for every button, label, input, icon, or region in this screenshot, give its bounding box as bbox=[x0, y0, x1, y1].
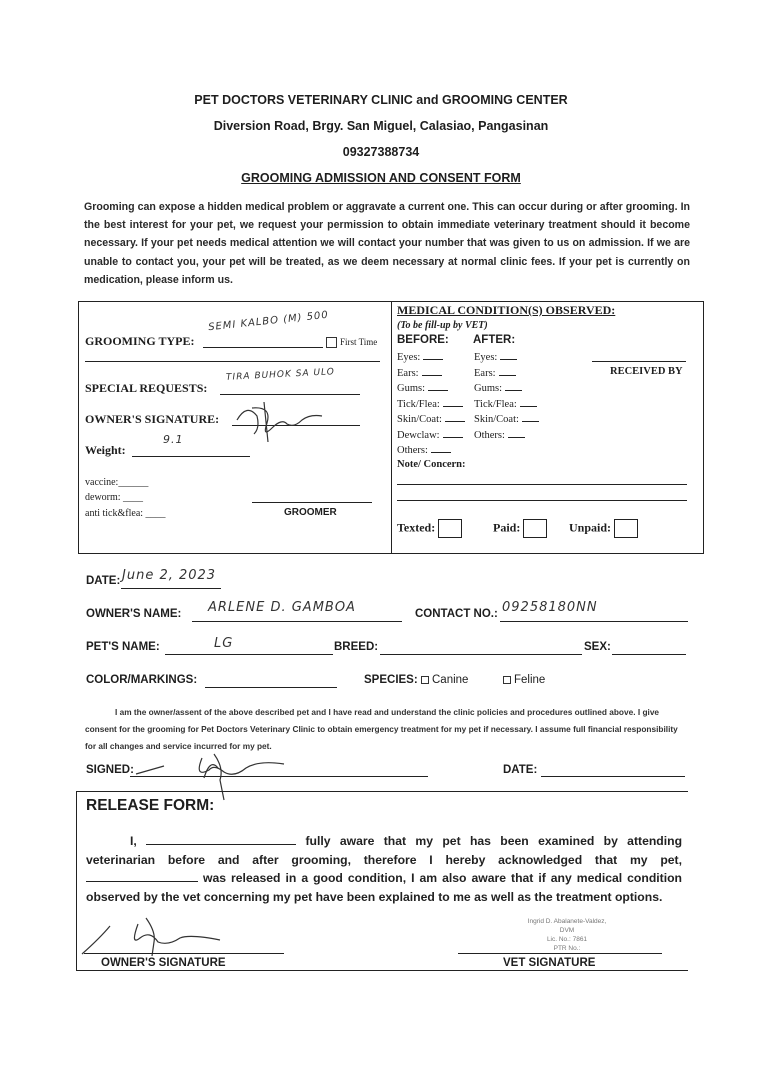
special-requests-value[interactable]: TIRA BUHOK SA ULO bbox=[225, 367, 336, 383]
owner-name-label: OWNER'S NAME: bbox=[86, 608, 182, 620]
species-label: SPECIES: bbox=[364, 674, 418, 686]
after-item[interactable]: Eyes: bbox=[474, 350, 517, 363]
contact-label: CONTACT NO.: bbox=[415, 608, 498, 620]
vaccine-label: vaccine:______ bbox=[85, 477, 149, 488]
clinic-address: Diversion Road, Brgy. San Miguel, Calasiao, Pangasinan bbox=[213, 119, 549, 133]
signed-signature-mark bbox=[134, 748, 294, 802]
color-label: COLOR/MARKINGS: bbox=[86, 674, 198, 686]
signed-label: SIGNED: bbox=[86, 764, 134, 776]
after-item[interactable]: Skin/Coat: bbox=[474, 412, 539, 425]
special-requests-label: SPECIAL REQUESTS: bbox=[85, 381, 208, 395]
owner-name-value[interactable]: ARLENE D. GAMBOA bbox=[208, 600, 356, 615]
anti-tick-label: anti tick&flea: ____ bbox=[85, 508, 166, 519]
breed-label: BREED: bbox=[334, 641, 379, 653]
feline-checkbox[interactable]: Feline bbox=[503, 674, 545, 686]
release-paragraph: I, fully aware that my pet has been examined by attending veterinarian before and after grooming, therefore I hereby acknowledged that my pet, was released in a good condition, I am also aware that if any medical condition observed by the vet concerning my pet have been explained to me as well as the treatment options. bbox=[86, 834, 683, 904]
before-item[interactable]: Eyes: bbox=[397, 350, 443, 363]
after-item[interactable]: Others: bbox=[474, 428, 525, 441]
texted-checkbox[interactable]: Texted: bbox=[397, 519, 462, 538]
before-item[interactable]: Skin/Coat: bbox=[397, 412, 465, 425]
deworm-label: deworm: ____ bbox=[85, 492, 144, 503]
after-item[interactable]: Ears: bbox=[474, 366, 516, 379]
note-label: Note/ Concern: bbox=[397, 459, 466, 470]
vet-stamp: Ingrid D. Abalanete-Valdez, DVM Lic. No.: 7861 PTR No.: bbox=[527, 918, 607, 952]
consent-paragraph: I am the owner/assent of the above described pet and I have read and understand the clinic policies and procedures outlined above. I give consent for the grooming for Pet Doctors Veterinary Clinic to obtain emergency treatment for my pet if necessary. I assume full financial responsibility for all changes and service incurred for my pet. bbox=[85, 707, 678, 751]
weight-label: Weight: bbox=[85, 443, 126, 457]
signed-date-label: DATE: bbox=[503, 764, 538, 776]
after-label: AFTER: bbox=[473, 334, 516, 346]
before-item[interactable]: Others: bbox=[397, 443, 451, 456]
before-label: BEFORE: bbox=[397, 334, 449, 346]
owner-signature-label: OWNER'S SIGNATURE: bbox=[85, 412, 220, 426]
clinic-name: PET DOCTORS VETERINARY CLINIC and GROOMING CENTER bbox=[194, 93, 568, 107]
unpaid-checkbox[interactable]: Unpaid: bbox=[569, 519, 638, 538]
before-item[interactable]: Ears: bbox=[397, 366, 442, 379]
after-item[interactable]: Gums: bbox=[474, 381, 522, 394]
owner-signature-mark bbox=[232, 398, 332, 444]
pet-name-label: PET'S NAME: bbox=[86, 641, 160, 653]
received-by-label: RECEIVED BY bbox=[610, 366, 683, 377]
clinic-phone: 09327388734 bbox=[342, 145, 420, 159]
canine-checkbox[interactable]: Canine bbox=[421, 674, 468, 686]
sex-label: SEX: bbox=[584, 641, 611, 653]
paid-checkbox[interactable]: Paid: bbox=[493, 519, 547, 538]
date-value[interactable]: June 2, 2023 bbox=[122, 568, 217, 583]
owner-release-signature-mark bbox=[80, 916, 240, 958]
before-item[interactable]: Dewclaw: bbox=[397, 428, 463, 441]
release-title: RELEASE FORM: bbox=[86, 797, 215, 814]
before-item[interactable]: Gums: bbox=[397, 381, 448, 394]
box-divider bbox=[391, 301, 392, 553]
before-item[interactable]: Tick/Flea: bbox=[397, 397, 463, 410]
grooming-type-label: GROOMING TYPE: bbox=[85, 334, 195, 348]
weight-value[interactable]: 9.1 bbox=[163, 433, 184, 446]
contact-value[interactable]: 09258180NN bbox=[502, 600, 598, 615]
grooming-type-value[interactable]: SEMI KALBO (M) 500 bbox=[207, 309, 330, 334]
pet-name-value[interactable]: LG bbox=[214, 636, 234, 651]
first-time-checkbox[interactable]: First Time bbox=[326, 337, 377, 348]
after-item[interactable]: Tick/Flea: bbox=[474, 397, 537, 410]
vet-signature-label: VET SIGNATURE bbox=[503, 957, 596, 969]
intro-paragraph: Grooming can expose a hidden medical problem or aggravate a current one. This can occur during or after grooming. In the best interest for your pet, we request your permission to obtain immediate veterinary treatment should it become necessary. If your pet needs medical attention we will contact your number that was given to us on admission. If we are unable to contact you, your pet will be treated, as we deem necessary at normal clinic fees. If your pet is currently on medication, please inform us. bbox=[84, 201, 690, 286]
form-title: GROOMING ADMISSION AND CONSENT FORM bbox=[241, 171, 521, 185]
medical-subtitle: (To be fill-up by VET) bbox=[397, 320, 488, 331]
date-label: DATE: bbox=[86, 575, 121, 587]
owner-signature-release-label: OWNER'S SIGNATURE bbox=[101, 957, 226, 969]
groomer-label: GROOMER bbox=[284, 507, 337, 518]
medical-title: MEDICAL CONDITION(S) OBSERVED: bbox=[397, 303, 616, 317]
